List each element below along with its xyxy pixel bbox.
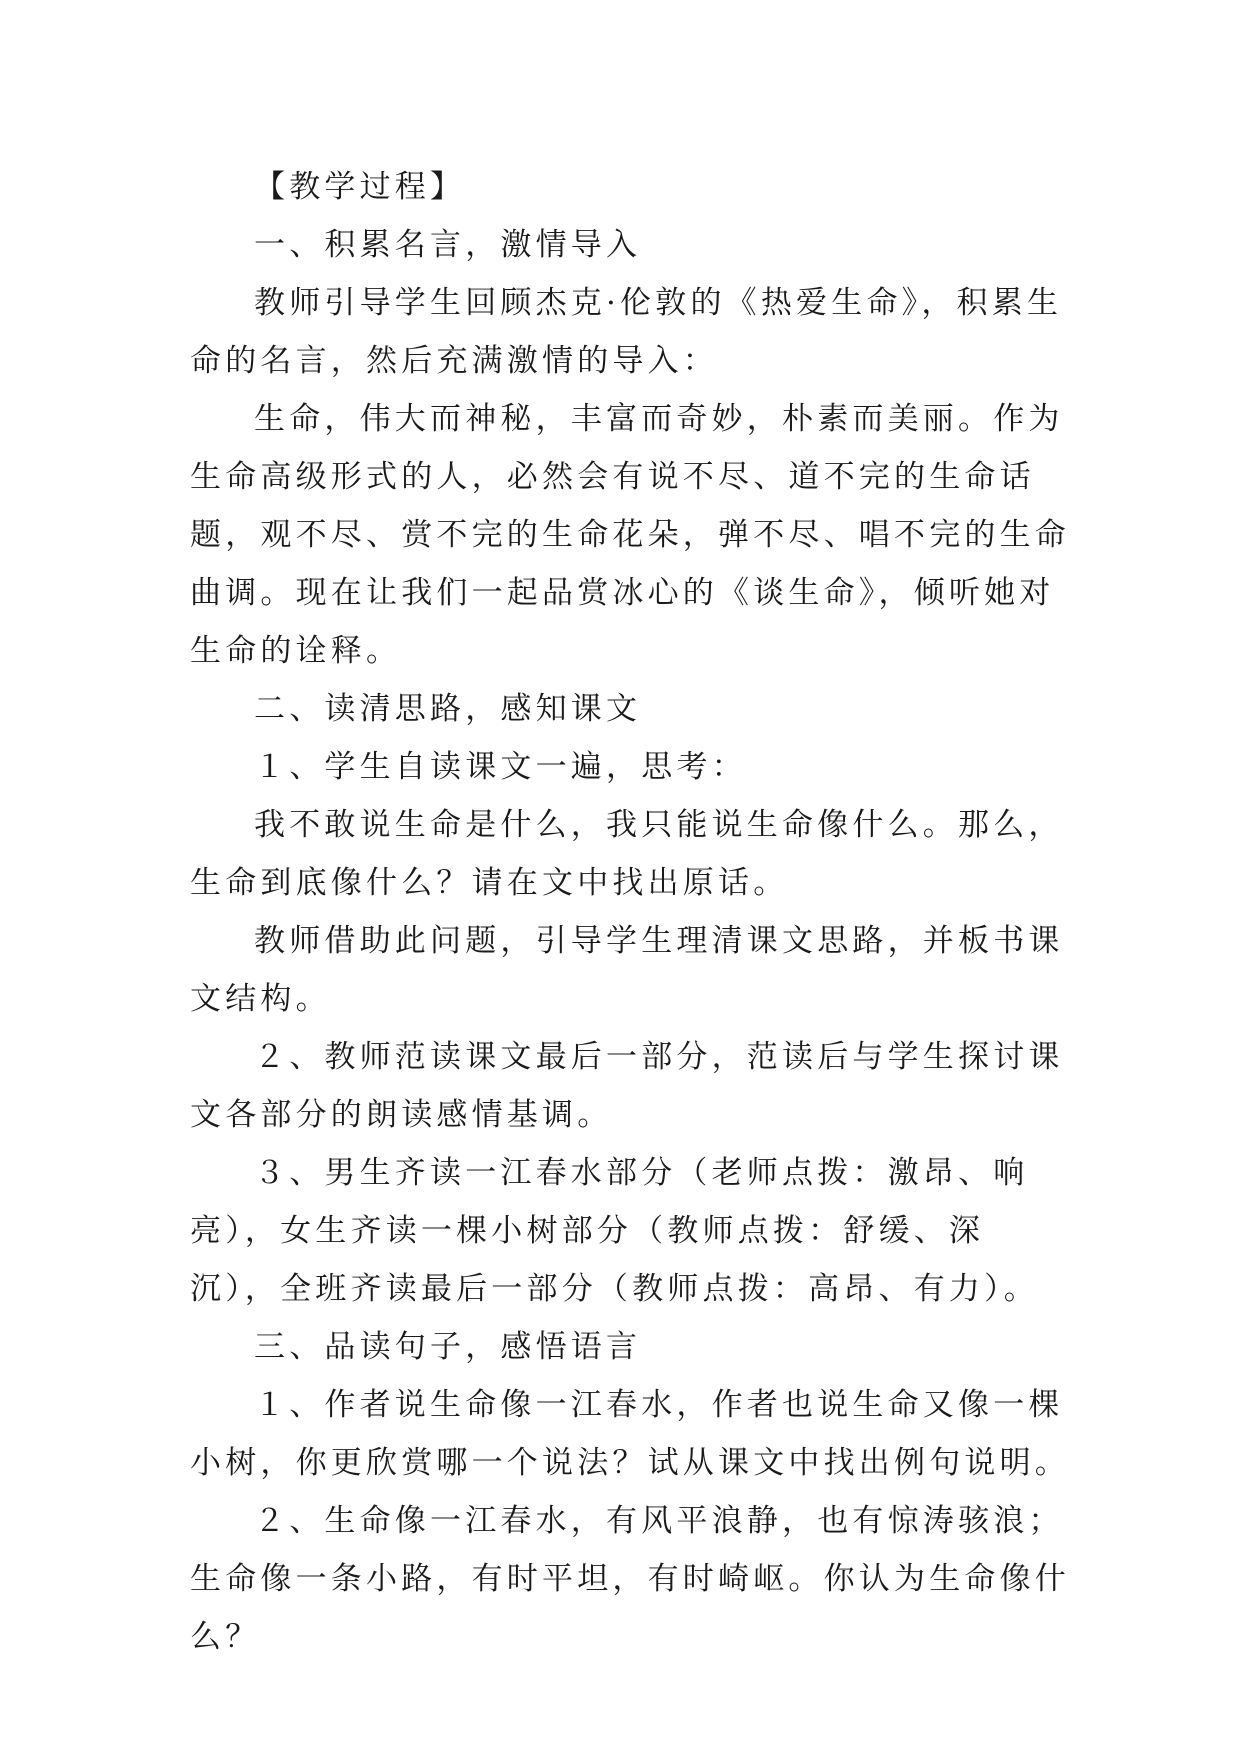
paragraph-structure: 教师借助此问题，引导学生理清课文思路，并板书课文结构。	[190, 923, 1064, 1017]
list-item-2: ２、教师范读课文最后一部分，范读后与学生探讨课文各部分的朗读感情基调。	[190, 1039, 1064, 1133]
heading-one: 一、积累名言，激情导入	[254, 227, 642, 263]
section-title: 【教学过程】	[254, 169, 466, 205]
heading-three: 三、品读句子，感悟语言	[254, 1329, 642, 1365]
list-item-4: １、作者说生命像一江春水，作者也说生命又像一棵小树，你更欣赏哪一个说法？试从课文中找出例句说明。	[190, 1387, 1070, 1481]
list-item-3: ３、男生齐读一江春水部分（老师点拨：激昂、响亮），女生齐读一棵小树部分（教师点拨：舒缓、深沉），全班齐读最后一部分（教师点拨：高昂、有力）。	[190, 1155, 1039, 1307]
list-item-5: ２、生命像一江春水，有风平浪静，也有惊涛骇浪；生命像一条小路，有时平坦，有时崎岖。你认为生命像什么？	[190, 1503, 1070, 1655]
document-body	[190, 158, 1070, 1666]
paragraph-quote: 生命，伟大而神秘，丰富而奇妙，朴素而美丽。作为生命高级形式的人，必然会有说不尽、道不完的生命话题，观不尽、赏不完的生命花朵，弹不尽、唱不完的生命曲调。现在让我们一起品赏冰心的《谈生命》，倾听她对生命的诠释。	[190, 401, 1070, 669]
list-item-1: １、学生自读课文一遍，思考：	[254, 749, 747, 785]
heading-two: 二、读清思路，感知课文	[254, 691, 642, 727]
paragraph-question: 我不敢说生命是什么，我只能说生命像什么。那么，生命到底像什么？请在文中找出原话。	[190, 807, 1064, 901]
paragraph-intro: 教师引导学生回顾杰克·伦敦的《热爱生命》，积累生命的名言，然后充满激情的导入：	[190, 285, 1063, 379]
